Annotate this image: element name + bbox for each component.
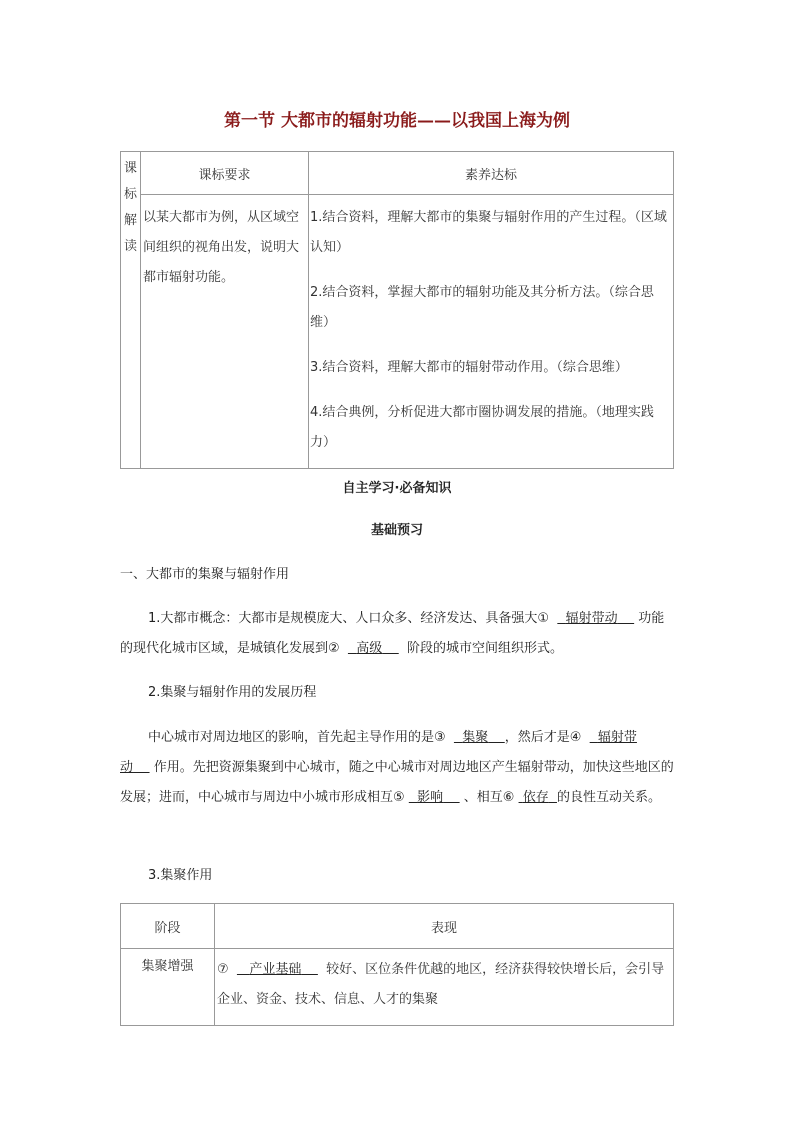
col-header-competency: 素养达标	[309, 152, 674, 195]
performance-cell: ⑦ 产业基础 较好、区位条件优越的地区，经济获得较快增长后，会引导企业、资金、技术、信息、人才的集聚	[215, 949, 674, 1026]
answer-blank-2: 高级	[356, 641, 383, 656]
paragraph-concept: 1.大都市概念：大都市是规模庞大、人口众多、经济发达、具备强大① 辐射带动 功能的现代化城市区域，是城镇化发展到② 高级 阶段的城市空间组织形式。	[120, 611, 665, 656]
competency-item: 1.结合资料，理解大都市的集聚与辐射作用的产生过程。（区域认知）	[310, 210, 667, 255]
heading-2: 2.集聚与辐射作用的发展历程	[148, 685, 317, 700]
answer-blank-3: 集聚	[462, 730, 489, 745]
paragraph-process: 中心城市对周边地区的影响，首先起主导作用的是③ 集聚 ，然后才是④ 辐射带动 作用。先把资源集聚到中心城市，随之中心城市对周边地区产生辐射带动，加快这些地区的发展；进而，中心城市与周边中小城市形成相互⑤ 影响 、相互⑥ 依存 的良性互动关系。	[120, 730, 674, 805]
section-title: 自主学习·必备知识	[342, 481, 452, 496]
competency-cell	[309, 195, 674, 469]
curriculum-table	[120, 151, 674, 469]
heading-1: 一、大都市的集聚与辐射作用	[120, 567, 290, 582]
answer-blank-7: 产业基础	[249, 962, 302, 977]
heading-3: 3.集聚作用	[148, 868, 213, 883]
answer-blank-5: 影响	[417, 790, 444, 805]
answer-blank-1: 辐射带动	[565, 611, 618, 626]
subsection-title: 基础预习	[370, 523, 423, 538]
competency-item: 3.结合资料，理解大都市的辐射带动作用。（综合思维）	[310, 360, 628, 375]
competency-item: 4.结合典例，分析促进大都市圈协调发展的措施。（地理实践力）	[310, 405, 654, 450]
side-label: 课 标 解 读	[121, 152, 141, 469]
col-header-requirement: 课标要求	[141, 152, 309, 195]
competency-item: 2.结合资料，掌握大都市的辐射功能及其分析方法。（综合思维）	[310, 285, 654, 330]
page-title: 第一节 大都市的辐射功能——以我国上海为例	[224, 111, 570, 131]
header-performance: 表现	[215, 904, 674, 949]
answer-blank-6: 依存	[522, 790, 549, 805]
header-stage: 阶段	[121, 904, 215, 949]
requirement-cell: 以某大都市为例，从区域空间组织的视角出发，说明大都市辐射功能。	[141, 195, 309, 469]
stage-cell: 集聚增强	[121, 949, 215, 1026]
agglomeration-table	[120, 903, 674, 1026]
answer-blank-4: 辐射带动	[120, 730, 637, 775]
